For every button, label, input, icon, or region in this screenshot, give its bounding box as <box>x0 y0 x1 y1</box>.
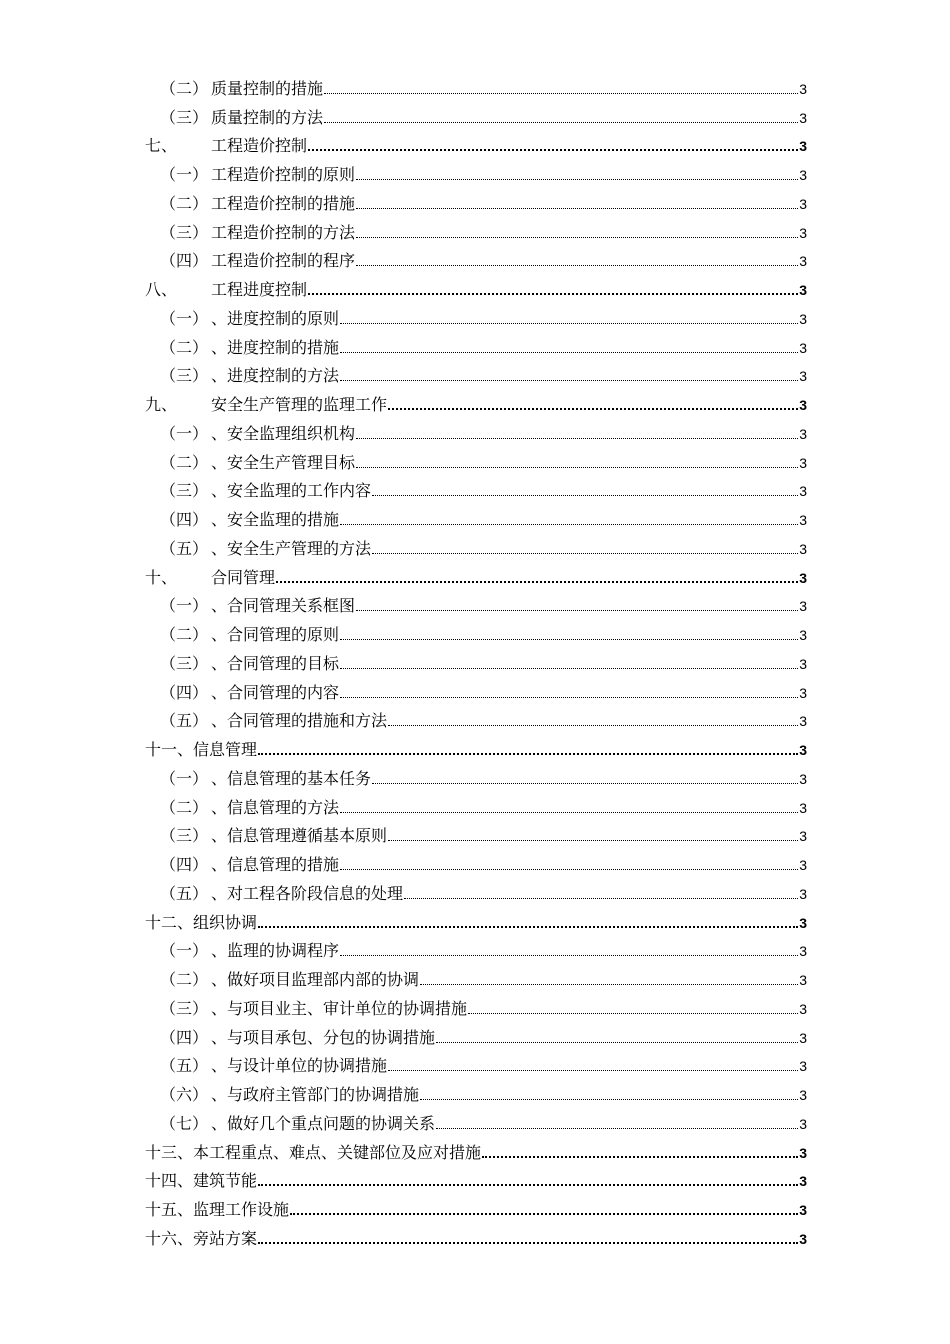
toc-entry-number: （二） <box>160 452 209 472</box>
toc-entry-page-number: 3 <box>799 1087 807 1103</box>
toc-dot-leader <box>404 898 798 899</box>
toc-dot-leader <box>436 1128 798 1129</box>
toc-entry-page-number: 3 <box>799 655 807 672</box>
toc-entry-number: （四） <box>160 682 209 702</box>
toc-entry[interactable] <box>145 559 807 588</box>
toc-entry[interactable] <box>145 875 807 904</box>
toc-entry[interactable] <box>145 703 807 732</box>
toc-entry-title: 、合同管理关系框图 <box>211 596 356 616</box>
toc-entry-title: 、安全监理的措施 <box>211 510 340 529</box>
toc-entry-number: （三） <box>160 481 209 501</box>
toc-entry-title: 旁站方案 <box>193 1228 258 1248</box>
toc-entry[interactable] <box>145 70 807 99</box>
toc-dot-leader <box>340 812 798 813</box>
toc-entry[interactable] <box>145 645 807 674</box>
toc-entry[interactable] <box>145 731 807 760</box>
toc-entry-page-number: 3 <box>799 310 807 327</box>
toc-entry-number: （一） <box>160 768 209 788</box>
toc-entry-number: （三） <box>160 998 209 1018</box>
toc-dot-leader <box>308 149 798 151</box>
toc-entry-number: （七） <box>160 1113 209 1133</box>
toc-entry-page-number: 3 <box>799 914 807 931</box>
toc-entry-page-number: 3 <box>799 397 807 413</box>
toc-entry[interactable] <box>145 530 807 559</box>
toc-entry-number: （二） <box>160 78 209 98</box>
toc-entry-title: 监理工作设施 <box>193 1200 290 1219</box>
toc-entry-number: （四） <box>160 1027 209 1047</box>
toc-entry-page-number: 3 <box>799 598 807 615</box>
toc-entry[interactable] <box>145 904 807 933</box>
toc-entry-title: 、进度控制的措施 <box>211 337 340 357</box>
toc-entry[interactable] <box>145 473 807 502</box>
toc-entry-page-number: 3 <box>799 972 807 988</box>
toc-dot-leader <box>276 581 798 583</box>
toc-entry[interactable] <box>145 789 807 818</box>
toc-entry-title: 、做好几个重点问题的协调关系 <box>211 1113 436 1133</box>
toc-entry-title: 、合同管理的内容 <box>211 682 340 702</box>
toc-dot-leader <box>420 1099 798 1100</box>
toc-entry-title: 本工程重点、难点、关键部位及应对措施 <box>193 1142 482 1162</box>
toc-dot-leader <box>482 1156 798 1158</box>
toc-entry[interactable] <box>145 1191 807 1220</box>
toc-dot-leader <box>340 323 798 324</box>
toc-entry-page-number: 3 <box>799 1230 807 1247</box>
toc-entry-number: （二） <box>160 337 209 357</box>
toc-entry-title: 、监理的协调程序 <box>211 941 340 961</box>
toc-entry-title: 工程造价控制的措施 <box>211 193 356 213</box>
toc-dot-leader <box>258 1184 798 1186</box>
toc-entry-title: 、合同管理的原则 <box>211 625 340 644</box>
toc-dot-leader <box>290 1213 798 1215</box>
toc-dot-leader <box>340 639 798 640</box>
toc-entry-title: 、与设计单位的协调措施 <box>211 1056 388 1076</box>
toc-entry-number: （三） <box>160 366 209 386</box>
toc-dot-leader <box>258 926 798 928</box>
toc-entry[interactable] <box>145 846 807 875</box>
toc-dot-leader <box>356 179 798 180</box>
toc-dot-leader <box>372 783 798 784</box>
toc-entry-page-number: 3 <box>799 109 807 126</box>
toc-dot-leader <box>372 553 798 554</box>
toc-entry-page-number: 3 <box>799 1115 807 1132</box>
toc-entry-number: 十一、 <box>145 740 194 759</box>
toc-entry-title: 建筑节能 <box>193 1171 258 1191</box>
toc-dot-leader <box>324 93 798 94</box>
toc-entry-page-number: 3 <box>799 1029 807 1046</box>
toc-entry-number: （二） <box>160 625 209 644</box>
toc-entry-page-number: 3 <box>799 1144 807 1161</box>
toc-entry-number: （二） <box>160 970 209 989</box>
toc-entry-number: （一） <box>160 165 209 184</box>
toc-entry-title: 、与项目业主、审计单位的协调措施 <box>211 998 468 1018</box>
toc-entry-title: 、进度控制的方法 <box>211 366 340 386</box>
toc-entry-page-number: 3 <box>799 138 807 155</box>
toc-dot-leader <box>340 697 798 698</box>
toc-entry[interactable] <box>145 1076 807 1105</box>
toc-entry-page-number: 3 <box>799 943 807 960</box>
toc-entry-page-number: 3 <box>799 195 807 212</box>
toc-entry-number: （四） <box>160 251 209 271</box>
toc-entry-title: 、对工程各阶段信息的处理 <box>211 883 404 903</box>
toc-entry[interactable] <box>145 1134 807 1163</box>
toc-entry[interactable] <box>145 444 807 473</box>
toc-dot-leader <box>324 122 798 123</box>
toc-entry[interactable] <box>145 386 807 415</box>
toc-entry-title: 组织协调 <box>193 912 258 932</box>
toc-entry-number: 十三、 <box>145 1142 194 1162</box>
toc-entry[interactable] <box>145 415 807 444</box>
toc-dot-leader <box>356 237 798 238</box>
toc-entry[interactable] <box>145 588 807 617</box>
toc-entry-page-number: 3 <box>799 684 807 701</box>
toc-entry-page-number: 3 <box>799 454 807 471</box>
toc-entry-number: （五） <box>160 711 209 731</box>
toc-entry-title: 工程进度控制 <box>211 280 308 299</box>
toc-entry[interactable] <box>145 760 807 789</box>
toc-entry-number: （四） <box>160 855 209 874</box>
toc-entry-number: （一） <box>160 596 209 616</box>
toc-dot-leader <box>388 840 798 841</box>
toc-entry-title: 、合同管理的目标 <box>211 653 340 673</box>
toc-entry-title: 工程造价控制的方法 <box>211 222 356 242</box>
toc-entry-number: （一） <box>160 423 209 443</box>
toc-entry[interactable] <box>145 501 807 530</box>
toc-entry-number: （三） <box>160 222 209 242</box>
toc-entry[interactable] <box>145 156 807 185</box>
toc-entry-number: （四） <box>160 510 209 529</box>
toc-entry-page-number: 3 <box>799 425 807 442</box>
toc-entry-title: 工程造价控制的程序 <box>211 251 356 271</box>
toc-dot-leader <box>356 438 798 439</box>
toc-entry[interactable] <box>145 214 807 243</box>
toc-entry-number: （五） <box>160 1056 209 1076</box>
toc-entry-page-number: 3 <box>799 828 807 845</box>
toc-entry[interactable] <box>145 616 807 645</box>
toc-entry[interactable] <box>145 1019 807 1048</box>
toc-entry-title: 、安全生产管理目标 <box>211 452 356 472</box>
toc-entry-page-number: 3 <box>799 569 807 586</box>
toc-entry-title: 、信息管理的基本任务 <box>211 768 372 788</box>
toc-entry[interactable] <box>145 818 807 847</box>
toc-entry-title: 工程造价控制的原则 <box>211 165 356 184</box>
toc-entry-title: 、进度控制的原则 <box>211 308 340 328</box>
toc-entry[interactable] <box>145 1105 807 1134</box>
toc-entry-title: 、安全生产管理的方法 <box>211 538 372 558</box>
toc-entry-title: 质量控制的方法 <box>211 107 324 127</box>
toc-dot-leader <box>340 380 798 381</box>
toc-entry-number: （二） <box>160 193 209 213</box>
toc-entry[interactable] <box>145 1163 807 1192</box>
toc-entry-page-number: 3 <box>799 1202 807 1218</box>
toc-entry-page-number: 3 <box>799 1000 807 1017</box>
toc-entry-number: 十五、 <box>145 1200 194 1219</box>
toc-entry-title: 质量控制的措施 <box>211 78 324 98</box>
toc-entry-page-number: 3 <box>799 224 807 241</box>
toc-entry-number: 十、 <box>145 567 178 587</box>
toc-entry-number: （五） <box>160 883 209 903</box>
toc-entry-title: 、安全监理组织机构 <box>211 423 356 443</box>
toc-entry-number: （一） <box>160 941 209 961</box>
toc-entry[interactable] <box>145 243 807 272</box>
toc-entry-title: 、合同管理的措施和方法 <box>211 711 388 731</box>
toc-entry-number: （二） <box>160 797 209 817</box>
toc-dot-leader <box>388 408 798 410</box>
toc-entry-number: 八、 <box>145 280 178 299</box>
toc-entry[interactable] <box>145 990 807 1019</box>
toc-entry[interactable] <box>145 358 807 387</box>
toc-entry-number: 九、 <box>145 395 178 414</box>
toc-entry[interactable] <box>145 961 807 990</box>
toc-entry-page-number: 3 <box>799 742 807 758</box>
toc-entry-number: 十四、 <box>145 1171 194 1191</box>
toc-entry-number: 十六、 <box>145 1228 194 1248</box>
toc-dot-leader <box>356 467 798 468</box>
toc-entry[interactable] <box>145 271 807 300</box>
toc-entry[interactable] <box>145 1048 807 1077</box>
toc-entry-title: 、做好项目监理部内部的协调 <box>211 970 420 989</box>
toc-dot-leader <box>340 352 798 353</box>
toc-dot-leader <box>340 668 798 669</box>
toc-entry-page-number: 3 <box>799 857 807 873</box>
toc-dot-leader <box>258 753 798 755</box>
toc-entry-number: 十二、 <box>145 912 194 932</box>
toc-entry[interactable] <box>145 1220 807 1249</box>
toc-entry[interactable] <box>145 329 807 358</box>
toc-entry-page-number: 3 <box>799 80 807 97</box>
toc-dot-leader <box>388 1070 798 1071</box>
toc-entry[interactable] <box>145 933 807 962</box>
toc-entry-title: 合同管理 <box>211 567 276 587</box>
toc-dot-leader <box>388 725 798 726</box>
toc-dot-leader <box>436 1042 798 1043</box>
toc-entry-number: （五） <box>160 538 209 558</box>
toc-dot-leader <box>340 955 798 956</box>
toc-entry-page-number: 3 <box>799 713 807 730</box>
toc-entry-page-number: 3 <box>799 1058 807 1075</box>
toc-entry-title: 、与项目承包、分包的协调措施 <box>211 1027 436 1047</box>
toc-dot-leader <box>356 265 798 266</box>
toc-entry-page-number: 3 <box>799 167 807 183</box>
toc-entry[interactable] <box>145 185 807 214</box>
toc-entry-number: （三） <box>160 826 209 846</box>
toc-entry-number: （六） <box>160 1085 209 1104</box>
toc-entry-page-number: 3 <box>799 339 807 356</box>
toc-entry-title: 、信息管理的方法 <box>211 797 340 817</box>
toc-dot-leader <box>308 293 798 295</box>
toc-entry-page-number: 3 <box>799 483 807 500</box>
toc-dot-leader <box>468 1013 798 1014</box>
toc-entry-page-number: 3 <box>799 368 807 385</box>
toc-entry-page-number: 3 <box>799 770 807 787</box>
table-of-contents <box>145 70 807 1249</box>
toc-dot-leader <box>258 1242 798 1244</box>
toc-dot-leader <box>340 869 798 870</box>
toc-entry-number: （一） <box>160 308 209 328</box>
toc-entry-title: 、安全监理的工作内容 <box>211 481 372 501</box>
toc-entry-page-number: 3 <box>799 885 807 902</box>
toc-entry-number: （三） <box>160 107 209 127</box>
toc-entry-title: 、信息管理遵循基本原则 <box>211 826 388 846</box>
toc-entry-page-number: 3 <box>799 1173 807 1190</box>
toc-entry[interactable] <box>145 99 807 128</box>
toc-entry-title: 工程造价控制 <box>211 136 308 156</box>
toc-entry[interactable] <box>145 300 807 329</box>
toc-dot-leader <box>340 524 798 525</box>
toc-entry-page-number: 3 <box>799 540 807 557</box>
toc-entry-page-number: 3 <box>799 799 807 816</box>
toc-dot-leader <box>372 495 798 496</box>
toc-entry-page-number: 3 <box>799 253 807 270</box>
toc-entry-title: 、与政府主管部门的协调措施 <box>211 1085 420 1104</box>
toc-entry-page-number: 3 <box>799 282 807 298</box>
toc-entry[interactable] <box>145 128 807 157</box>
toc-entry-title: 安全生产管理的监理工作 <box>211 395 388 414</box>
toc-entry-page-number: 3 <box>799 627 807 643</box>
toc-entry-title: 、信息管理的措施 <box>211 855 340 874</box>
toc-entry[interactable] <box>145 674 807 703</box>
toc-entry-number: 七、 <box>145 136 178 156</box>
toc-dot-leader <box>420 984 798 985</box>
toc-entry-page-number: 3 <box>799 512 807 528</box>
toc-dot-leader <box>356 208 798 209</box>
toc-entry-title: 信息管理 <box>193 740 258 759</box>
toc-dot-leader <box>356 610 798 611</box>
toc-entry-number: （三） <box>160 653 209 673</box>
